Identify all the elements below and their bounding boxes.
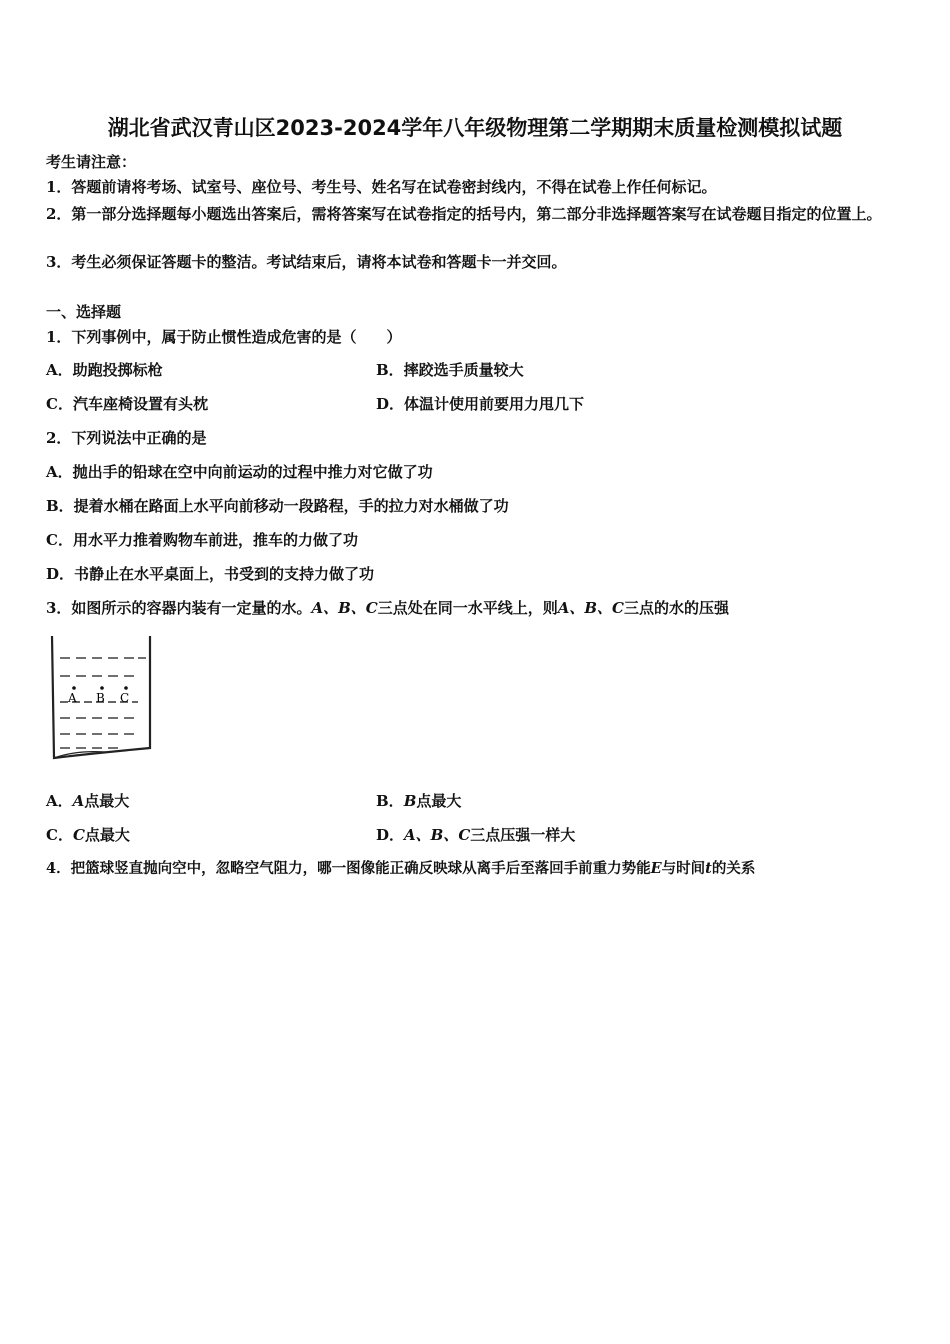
point-c-dot xyxy=(124,686,128,690)
q3-option-d-var: A、B、C xyxy=(404,826,471,844)
notice-item-1: 1．答题前请将考场、试室号、座位号、考生号、姓名写在试卷密封线内，不得在试卷上作任何标记。 xyxy=(46,178,717,196)
q1-option-b: B．摔跤选手质量较大 xyxy=(376,361,524,379)
q4-stem-pre: 4．把篮球竖直抛向空中，忽略空气阻力，哪一图像能正确反映球从离手后至落回手前重力势能 xyxy=(46,860,651,877)
q3-option-d-prefix: D． xyxy=(376,826,405,844)
q3-points-1: A、B、C xyxy=(311,599,378,617)
q1-option-a: A．助跑投掷标枪 xyxy=(46,361,163,379)
q4-stem-mid: 与时间 xyxy=(661,860,706,877)
q3-option-b xyxy=(376,791,461,811)
q1-stem: 1．下列事例中，属于防止惯性造成危害的是（ ） xyxy=(46,328,402,346)
q4-var-e: E xyxy=(650,860,662,877)
q3-stem-pre: 3．如图所示的容器内装有一定量的水。 xyxy=(46,599,312,617)
q3-stem xyxy=(46,598,729,618)
q4-stem xyxy=(46,859,755,879)
notice-item-3: 3．考生必须保证答题卡的整洁。考试结束后，请将本试卷和答题卡一并交回。 xyxy=(46,253,567,271)
q3-stem-mid: 三点处在同一水平线上，则 xyxy=(377,599,558,617)
q3-option-b-var: B xyxy=(403,792,417,810)
notice-heading: 考生请注意： xyxy=(46,153,137,171)
q3-points-2: A、B、C xyxy=(557,599,624,617)
q2-option-c: C．用水平力推着购物车前进，推车的力做了功 xyxy=(46,531,358,549)
notice-item-2: 2．第一部分选择题每小题选出答案后，需将答案写在试卷指定的括号内，第二部分非选择题答案写在试卷题目指定的位置上。 xyxy=(46,205,882,223)
point-c-label: C xyxy=(120,691,130,705)
point-a-label: A xyxy=(68,691,77,705)
q3-option-a-prefix: A． xyxy=(46,792,73,810)
point-a-dot xyxy=(72,686,76,690)
q3-option-c-prefix: C． xyxy=(46,826,73,844)
q3-option-b-prefix: B． xyxy=(376,792,404,810)
q3-option-a-text: 点最大 xyxy=(84,792,130,810)
q3-option-c-var: C xyxy=(72,826,85,844)
q4-var-t: t xyxy=(705,860,712,877)
q1-option-c: C．汽车座椅设置有头枕 xyxy=(46,395,208,413)
q2-option-b: B．提着水桶在路面上水平向前移动一段路程，手的拉力对水桶做了功 xyxy=(46,497,509,515)
q3-option-a xyxy=(46,791,129,811)
section-heading: 一、选择题 xyxy=(46,303,122,321)
q3-option-b-text: 点最大 xyxy=(416,792,462,810)
q3-option-c-text: 点最大 xyxy=(84,826,130,844)
point-b-label: B xyxy=(96,691,105,705)
point-b-dot xyxy=(100,686,104,690)
q2-option-a: A．抛出手的铅球在空中向前运动的过程中推力对它做了功 xyxy=(46,463,433,481)
water-container-figure xyxy=(46,632,158,766)
q4-stem-post: 的关系 xyxy=(711,860,756,877)
q3-option-c xyxy=(46,825,130,845)
q2-option-d: D．书静止在水平桌面上，书受到的支持力做了功 xyxy=(46,565,375,583)
q1-option-d: D．体温计使用前要用力甩几下 xyxy=(376,395,585,413)
exam-title: 湖北省武汉青山区2023-2024学年八年级物理第二学期期末质量检测模拟试题 xyxy=(107,116,843,140)
q3-option-d-text: 三点压强一样大 xyxy=(470,826,576,844)
q3-option-d xyxy=(376,825,575,845)
q3-stem-post: 三点的水的压强 xyxy=(624,599,730,617)
q3-option-a-var: A xyxy=(72,792,85,810)
q2-stem: 2．下列说法中正确的是 xyxy=(46,429,207,447)
